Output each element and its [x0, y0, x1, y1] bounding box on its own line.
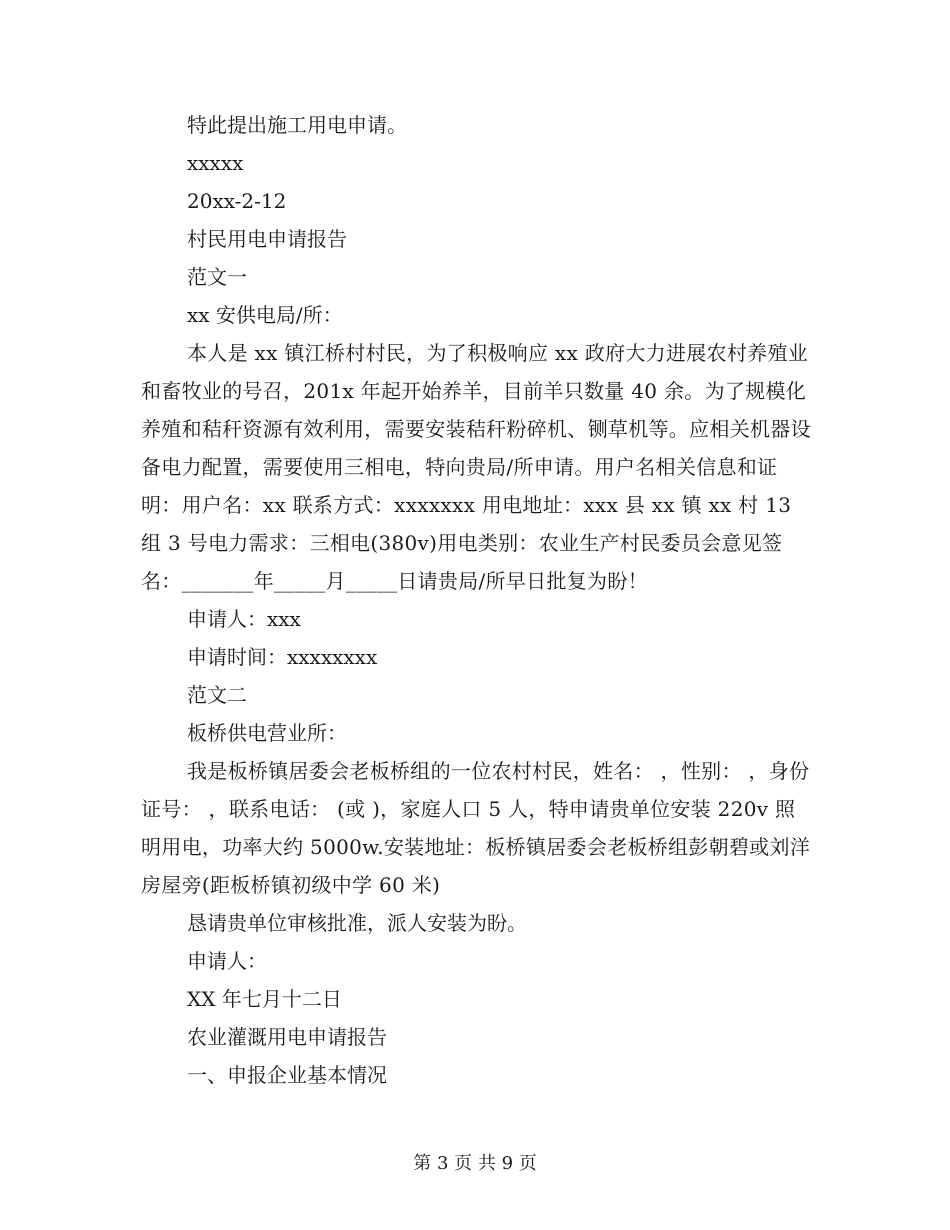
sample-2-request: 恳请贵单位审核批准，派人安装为盼。 — [187, 911, 527, 935]
sample-2-applicant: 申请人： — [187, 949, 267, 973]
sample-heading-1: 范文一 — [187, 265, 247, 289]
sample-2-date: XX 年七月十二日 — [187, 987, 342, 1011]
closing-statement: 特此提出施工用电申请。 — [187, 113, 407, 137]
addressee-2: 板桥供电营业所： — [187, 721, 347, 745]
sample-1-body: 本人是 xx 镇江桥村村民，为了积极响应 xx 政府大力进展农村养殖业和畜牧业的号召，201x 年起开始养羊，目前羊只数量 40 余。为了规模化养殖和秸秆资源有效利用，需要安装秸秆粉碎机、铡草机等。应相关机器设备电力配置，需要使用三相电，特向贵局/所申请。用户名相关信息和证明：用户名：xx 联系方式：xxxxxxx 用电地址：xxx 县 xx 镇 xx 村 13 组 3 号电力需求：三相电(380v)用电类别：农业生产村民委员会意见签名：_______年_____月_____日请贵局/所早日批复为盼！ — [141, 341, 811, 593]
section-title: 村民用电申请报告 — [187, 227, 347, 251]
document-body — [141, 106, 811, 1094]
applicant-name: xxxxx — [187, 151, 244, 175]
sample-1-applicant: 申请人：xxx — [187, 607, 301, 631]
section-title-2: 农业灌溉用电申请报告 — [187, 1025, 387, 1049]
sample-1-time: 申请时间：xxxxxxxx — [187, 645, 378, 669]
sample-2-body: 我是板桥镇居委会老板桥组的一位农村村民，姓名： ，性别： ，身份证号： ，联系电话： (或 )，家庭人口 5 人，特申请贵单位安装 220v 照明用电，功率大约 5000w.安装地址：板桥镇居委会老板桥组彭朝碧或刘洋房屋旁(距板桥镇初级中学 60 米) — [141, 759, 811, 897]
sample-heading-2: 范文二 — [187, 683, 247, 707]
addressee-1: xx 安供电局/所： — [187, 303, 343, 327]
page-number: 第 3 页 共 9 页 — [413, 1153, 537, 1174]
subsection-heading: 一、申报企业基本情况 — [187, 1063, 387, 1087]
application-date: 20xx-2-12 — [187, 189, 287, 213]
